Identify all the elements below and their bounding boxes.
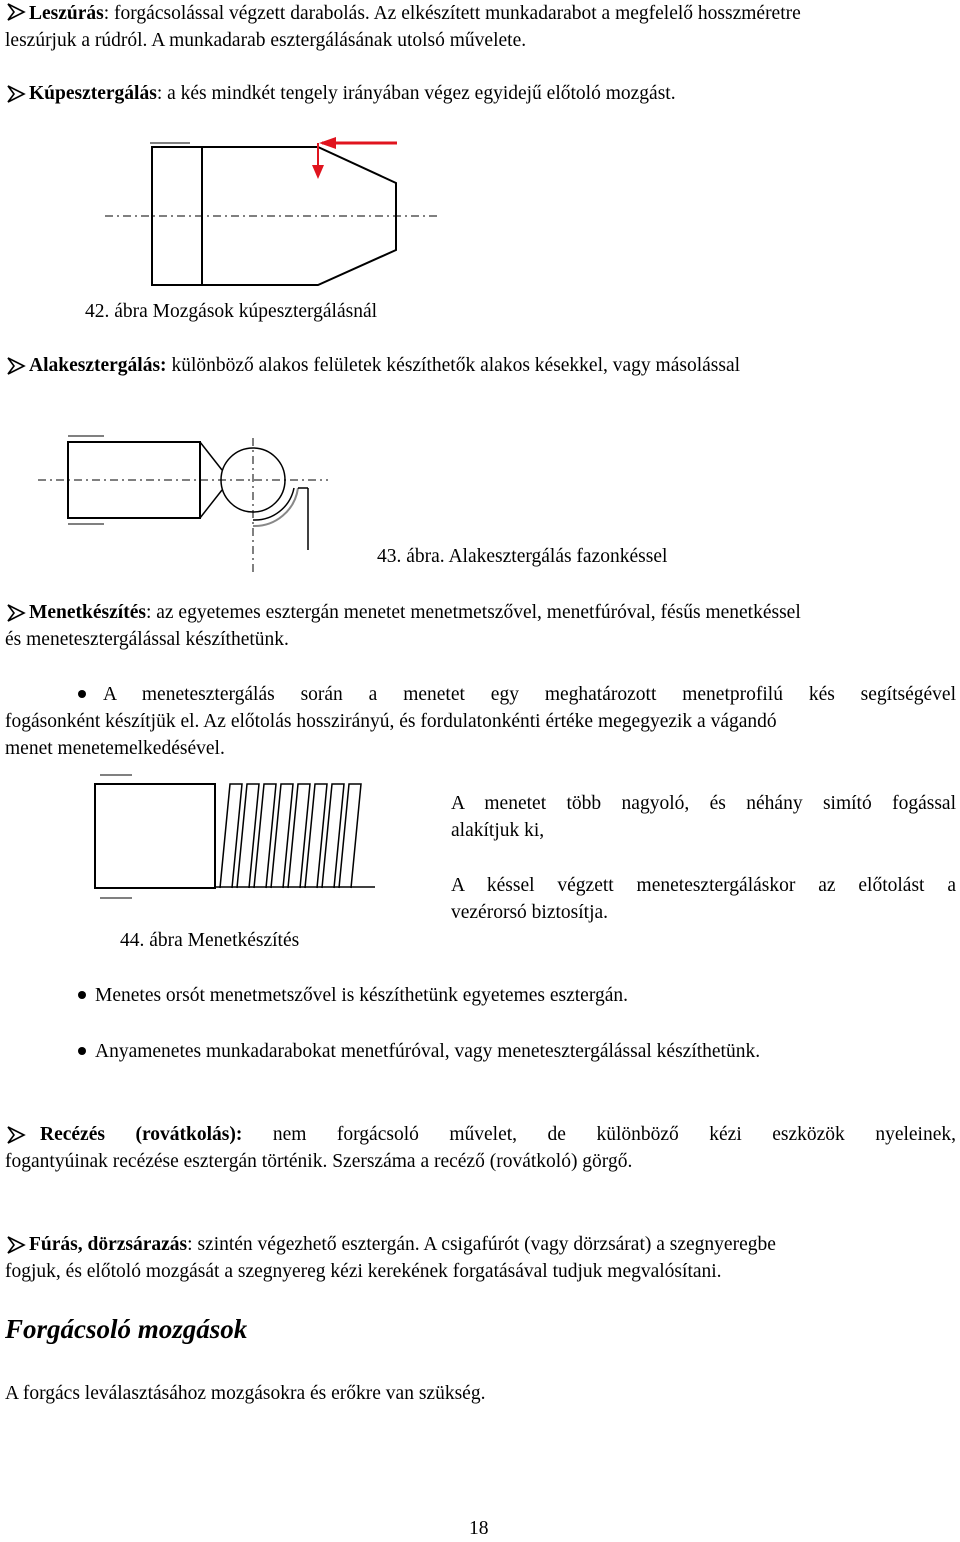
recezes-text-2: fogantyúinak recézése esztergán történik. Szerszáma a recéző (rovátkoló) görgő. bbox=[5, 1151, 633, 1172]
side-p1-line1: A menetet több nagyoló, és néhány simító fogással bbox=[451, 793, 956, 814]
taper-turning-figure bbox=[100, 135, 450, 315]
arrow-bullet-icon bbox=[5, 84, 27, 104]
caption-fig44: 44. ábra Menetkészítés bbox=[120, 930, 300, 951]
term-kup: Kúpesztergálás bbox=[29, 83, 157, 104]
bullet-dot bbox=[78, 991, 86, 999]
caption-fig42: 42. ábra Mozgások kúpesztergálásnál bbox=[85, 301, 378, 322]
side-p2-line2: vezérorsó biztosítja. bbox=[451, 902, 609, 923]
term-menet: Menetkészítés bbox=[29, 602, 146, 623]
caption-fig43: 43. ábra. Alakesztergálás fazonkéssel bbox=[377, 546, 668, 567]
section-text: A forgács leválasztásához mozgásokra és erőkre van szükség. bbox=[5, 1383, 486, 1404]
recezes-text-1: nem forgácsoló művelet, de különböző kézi eszközök nyeleinek, bbox=[242, 1124, 956, 1145]
side-p2-line1: A késsel végzett menetesztergáláskor az előtolást a bbox=[451, 875, 956, 896]
term-alak: Alakesztergálás: bbox=[29, 355, 167, 376]
arrow-bullet-icon bbox=[5, 356, 27, 376]
kup-paragraph bbox=[29, 80, 676, 107]
thread-profile bbox=[220, 784, 361, 888]
arrow-bullet-icon bbox=[5, 603, 27, 623]
arrow-left-icon bbox=[319, 137, 336, 149]
term-furas: Fúrás, dörzsárazás bbox=[29, 1234, 188, 1255]
bullet3: Anyamenetes munkadarabokat menetfúróval, vagy menetesztergálással készíthetünk. bbox=[95, 1041, 761, 1062]
furas-text-2: fogjuk, és előtoló mozgását a szegnyereg kézi kerekének forgatásával tudjuk megvalósítani. bbox=[5, 1261, 722, 1282]
bullet2: Menetes orsót menetmetszővel is készíthetünk egyetemes esztergán. bbox=[95, 985, 629, 1006]
leszuras-text-1: : forgácsolással végzett darabolás. Az elkészített munkadarabot a megfelelő hosszméretre bbox=[103, 3, 801, 24]
furas-paragraph bbox=[29, 1231, 776, 1258]
bullet-dot bbox=[78, 1047, 86, 1055]
bullet1-line1: A menetesztergálás során a menetet egy meghatározott menetprofilú kés segítségével bbox=[103, 684, 956, 705]
bullet1-line3: menet menetemelkedésével. bbox=[5, 738, 225, 759]
kup-text: : a kés mindkét tengely irányában végez egyidejű előtoló mozgást. bbox=[156, 83, 676, 104]
menet-paragraph bbox=[29, 599, 959, 626]
thread-cutting-figure bbox=[90, 770, 390, 910]
menet-text-2: és menetesztergálással készíthetünk. bbox=[5, 629, 289, 650]
bullet1-line2: fogásonként készítjük el. Az előtolás hosszirányú, és fordulatonkénti értéke megegyezik a vágandó bbox=[5, 711, 777, 732]
furas-text-1: : szintén végezhető esztergán. A csigafúrót (vagy dörzsárat) a szegnyeregbe bbox=[187, 1234, 776, 1255]
arrow-bullet-icon bbox=[5, 1125, 27, 1145]
leszuras-text-2: leszúrjuk a rúdról. A munkadarab esztergálásának utolsó művelete. bbox=[5, 30, 527, 51]
page-number: 18 bbox=[469, 1518, 489, 1539]
side-p1-line2: alakítjuk ki, bbox=[451, 820, 545, 841]
form-turning-figure bbox=[38, 430, 338, 575]
arrow-down-icon bbox=[312, 165, 324, 179]
arrow-bullet-icon bbox=[5, 2, 27, 22]
leszuras-paragraph bbox=[29, 0, 959, 27]
term-leszuras: Leszúrás bbox=[29, 3, 104, 24]
alak-paragraph bbox=[29, 352, 740, 379]
bullet-dot bbox=[78, 690, 86, 698]
recezes-paragraph bbox=[40, 1121, 956, 1148]
term-recezes: Recézés (rovátkolás): bbox=[40, 1124, 243, 1145]
menet-text-1: : az egyetemes esztergán menetet menetmetszővel, menetfúróval, fésűs menetkéssel bbox=[145, 602, 801, 623]
arrow-bullet-icon bbox=[5, 1235, 27, 1255]
alak-text: különböző alakos felületek készíthetők alakos késekkel, vagy másolással bbox=[166, 355, 741, 376]
section-heading: Forgácsoló mozgások bbox=[5, 1314, 248, 1344]
